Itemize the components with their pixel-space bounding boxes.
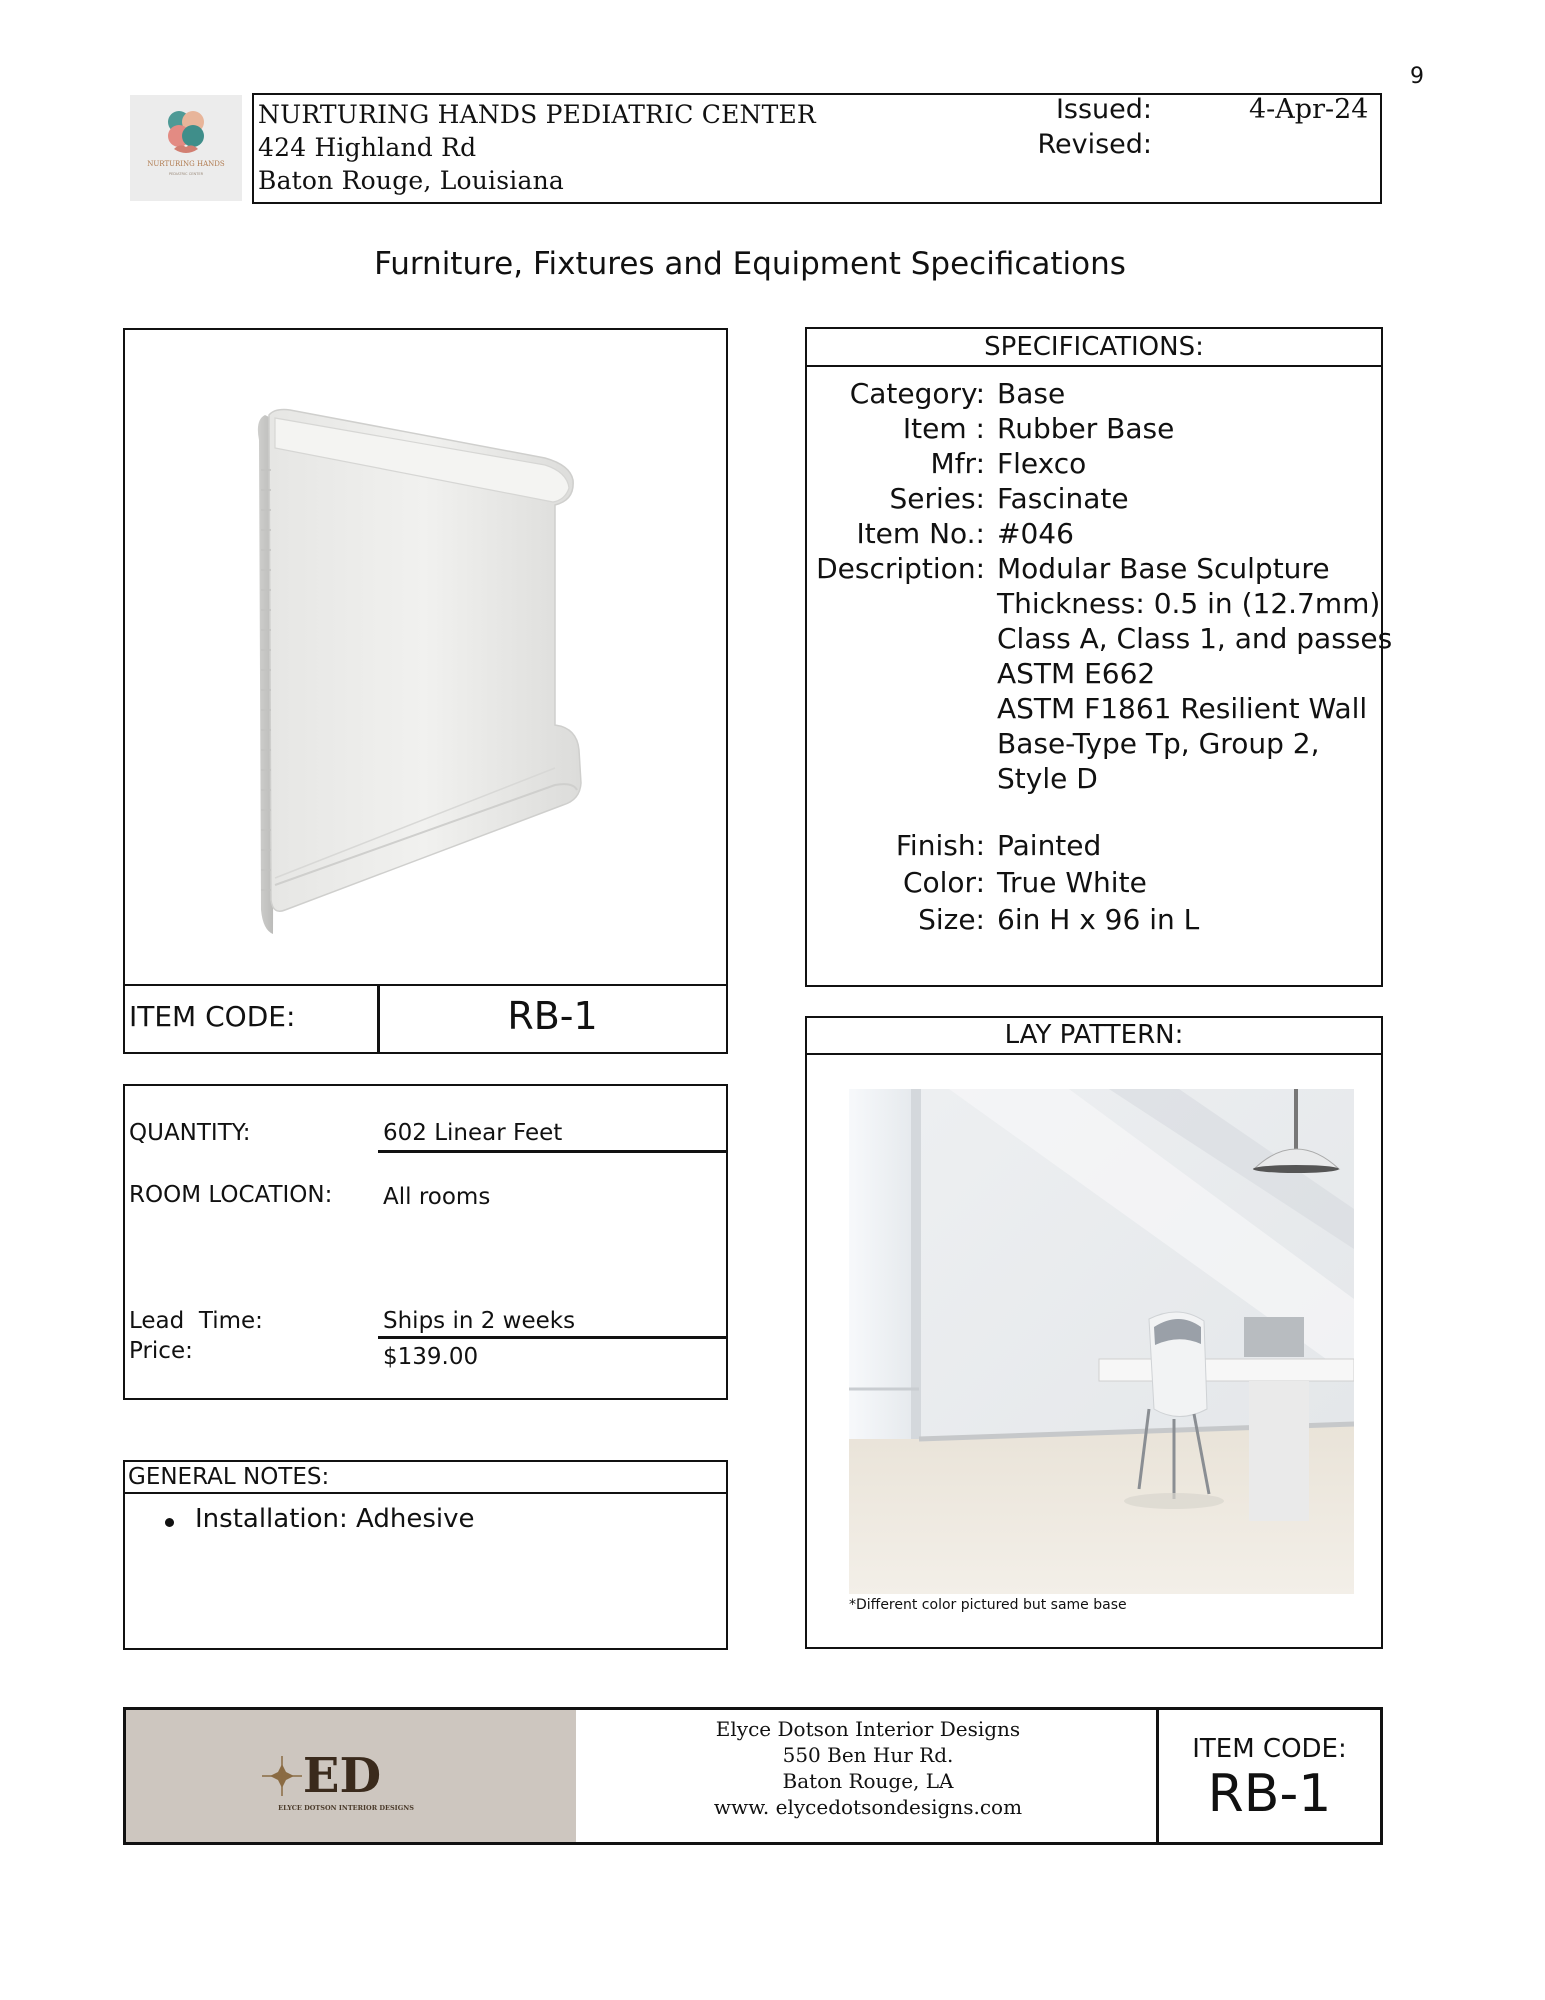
quantity-value: 602 Linear Feet	[383, 1120, 563, 1146]
spec-value: Fascinate	[997, 482, 1129, 515]
note-item: Installation: Adhesive	[195, 1504, 475, 1534]
client-name: NURTURING HANDS PEDIATRIC CENTER	[258, 100, 816, 129]
bullet-icon	[165, 1518, 174, 1527]
lay-pattern-caption: *Different color pictured but same base	[849, 1597, 1127, 1613]
lead-time-label: Lead Time:	[129, 1308, 263, 1334]
designer-contact	[576, 1716, 1160, 1820]
designer-logo-tagline: ELYCE DOTSON INTERIOR DESIGNS	[278, 1804, 414, 1812]
project-header	[252, 93, 1382, 204]
footer-item-code: RB-1	[1207, 1764, 1332, 1824]
spec-value: Flexco	[997, 447, 1087, 480]
spec-key: Description:	[816, 552, 985, 585]
issued-date: 4-Apr-24	[1249, 94, 1369, 125]
general-notes-panel	[123, 1460, 728, 1650]
footer-item-code-label: ITEM CODE:	[1192, 1734, 1347, 1764]
spec-key: Series:	[889, 482, 985, 515]
designer-footer	[123, 1707, 1383, 1845]
specifications-heading: SPECIFICATIONS:	[807, 329, 1381, 367]
spec-key: Item No.:	[856, 517, 985, 550]
room-location-label: ROOM LOCATION:	[129, 1182, 333, 1208]
general-notes-heading: GENERAL NOTES:	[125, 1462, 726, 1494]
item-code-label: ITEM CODE:	[129, 1000, 296, 1033]
quantity-label: QUANTITY:	[129, 1120, 251, 1146]
client-logo-text: NURTURING HANDS	[147, 160, 225, 168]
lay-pattern-panel	[805, 1016, 1383, 1649]
spec-value: 6in H x 96 in L	[997, 903, 1200, 936]
spec-key: Finish:	[895, 829, 985, 862]
designer-logo	[126, 1710, 576, 1842]
designer-city: Baton Rouge, LA	[782, 1769, 954, 1793]
specifications-panel: SPECIFICATIONS: Category: Base Item : Rubber Base Mfr: Flexco Series: Fascinate Item No.: #046 Description: Modular Base Sculpture Thickness: 0.5 in (12.7mm) Class A, Class 1, and passes ASTM E662 ASTM F1861 Resilient Wall Base-Type Tp, Group 2, Style D Finish: Painted Color: True White Size: 6in H x 96 in L	[805, 327, 1383, 987]
spec-key: Category:	[849, 377, 985, 410]
client-address-line2: Baton Rouge, Louisiana	[258, 166, 564, 195]
item-code-value: RB-1	[507, 994, 598, 1038]
spec-key: Color:	[902, 866, 985, 899]
price-label: Price:	[129, 1338, 193, 1364]
item-code-box	[123, 984, 728, 1054]
issued-label: Issued:	[1055, 94, 1152, 125]
spec-key: Size:	[918, 903, 985, 936]
rubber-base-profile-image	[125, 330, 725, 985]
spec-value: Painted	[997, 829, 1102, 862]
designer-logo-letters: ED	[302, 1748, 382, 1804]
spec-value: True White	[997, 866, 1147, 899]
spec-key: Item :	[902, 412, 985, 445]
designer-street: 550 Ben Hur Rd.	[782, 1743, 954, 1767]
room-location-value: All rooms	[383, 1184, 491, 1210]
document-title: Furniture, Fixtures and Equipment Specifications	[374, 246, 1126, 282]
product-image-panel	[123, 328, 728, 986]
designer-website[interactable]: www. elycedotsondesigns.com	[713, 1795, 1023, 1819]
spec-value: Rubber Base	[997, 412, 1175, 445]
lead-time-rule	[378, 1336, 726, 1339]
spec-key: Mfr:	[930, 447, 985, 480]
client-logo-subtext: PEDIATRIC CENTER	[168, 172, 204, 176]
client-address-line1: 424 Highland Rd	[258, 133, 477, 162]
quantity-rule	[378, 1150, 726, 1153]
lead-time-value: Ships in 2 weeks	[383, 1308, 576, 1334]
revised-label: Revised:	[1037, 129, 1152, 160]
lay-pattern-heading: LAY PATTERN:	[807, 1018, 1381, 1055]
spec-value: Base	[997, 377, 1066, 410]
page-number: 9	[1410, 64, 1424, 89]
lay-pattern-photo	[849, 1089, 1354, 1594]
spec-value: #046	[997, 517, 1074, 550]
client-logo	[130, 95, 242, 201]
order-info-panel	[123, 1084, 728, 1400]
price-value: $139.00	[383, 1344, 479, 1370]
designer-company: Elyce Dotson Interior Designs	[715, 1717, 1021, 1741]
